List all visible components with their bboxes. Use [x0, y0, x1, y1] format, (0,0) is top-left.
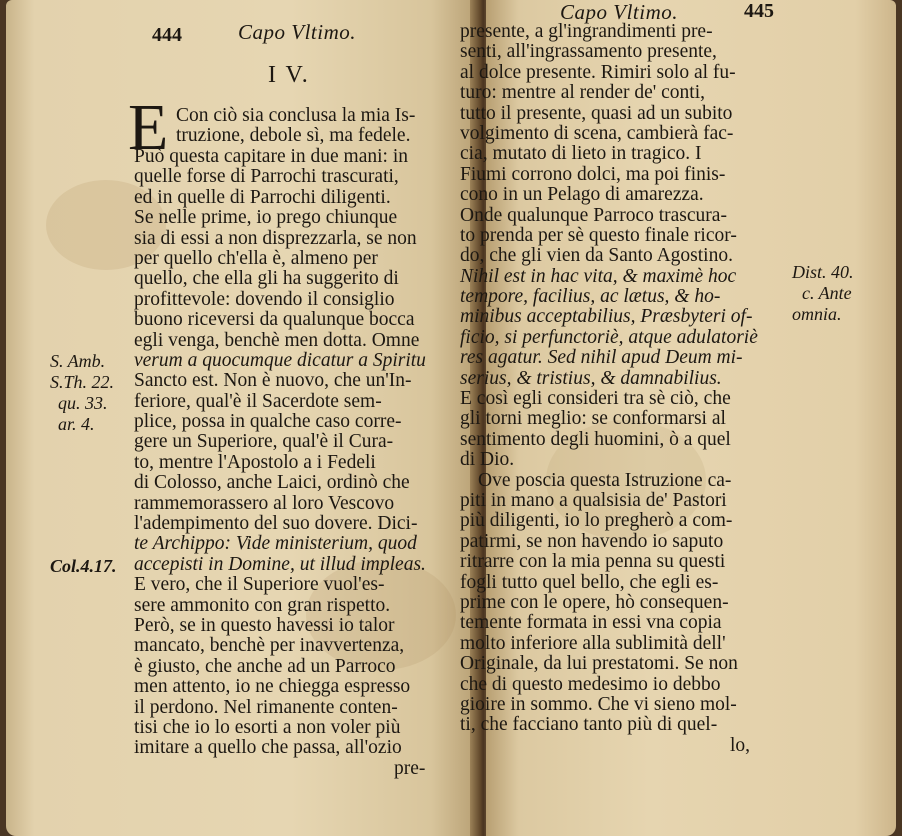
text-line: buono riceversi da qualunque bocca: [134, 309, 415, 331]
text-line: Può questa capitare in due mani: in: [134, 146, 409, 167]
margin-note: qu. 33.: [58, 393, 108, 413]
text-line: Nihil est in hac vita, & maximè hoc: [460, 265, 737, 287]
text-line: turo: mentre al render de' conti,: [460, 82, 705, 104]
text-line: res agatur. Sed nihil apud Deum mi-: [460, 347, 743, 369]
text-line: tisi che io lo esorti a non voler più: [134, 716, 401, 738]
text-line: Originale, da lui prestatomi. Se non: [460, 653, 738, 675]
right-body-text: [460, 22, 758, 756]
text-line: to prenda per sè questo finale ricor-: [460, 224, 737, 246]
text-line: men attento, io ne chiegga espresso: [134, 676, 411, 698]
text-line: è giusto, che anche ad un Parroco: [134, 655, 396, 677]
text-line: per quello ch'ella è, almeno per: [134, 247, 378, 269]
text-line: fogli tutto quel bello, che egli es-: [460, 571, 719, 593]
text-line: egli venga, benchè men dotta. Omne: [134, 329, 420, 351]
text-line: piti in mano a qualsisia de' Pastori: [460, 489, 727, 511]
text-line: più diligenti, io lo pregherò a com-: [460, 510, 733, 532]
text-line: ritrarre con la mia penna su questi: [460, 551, 726, 573]
text-line: feriore, qual'è il Sacerdote sem-: [134, 390, 382, 412]
page-number: 444: [152, 24, 182, 46]
text-line: quelle forse di Parrochi trascurati,: [134, 166, 399, 188]
text-line: cono in un Pelago di amarezza.: [460, 184, 704, 206]
text-line: di Dio.: [460, 449, 515, 471]
text-line: plice, possa in qualche caso corre-: [134, 411, 402, 433]
running-head: Capo Vltimo.: [560, 0, 679, 24]
text-line: to, mentre l'Apostolo a i Fedeli: [134, 451, 376, 473]
text-line: minibus acceptabilius, Præsbyteri of-: [460, 306, 753, 328]
text-line: Onde qualunque Parroco trascura-: [460, 204, 727, 226]
text-line: quello, che ella gli ha suggerito di: [134, 268, 399, 290]
text-line: imitare a quello che passa, all'ozio: [134, 737, 402, 759]
left-page: [6, 0, 478, 836]
text-line: il perdono. Nel rimanente conten-: [134, 696, 398, 718]
text-line: che di questo medesimo io debbo: [460, 673, 721, 695]
text-line: senti, all'ingrassamento presente,: [460, 41, 717, 63]
text-line: Ove poscia questa Istruzione ca-: [478, 469, 732, 491]
margin-note: omnia.: [792, 304, 842, 324]
text-line: E così egli consideri tra sè ciò, che: [460, 388, 731, 410]
text-line: Con ciò sia conclusa la mia Is-: [176, 105, 416, 126]
text-line: patirmi, se non havendo io saputo: [460, 530, 724, 552]
text-line: accepisti in Domine, ut illud impleas.: [134, 553, 426, 575]
text-line: profittevole: dovendo il consiglio: [134, 288, 395, 310]
drop-cap-letter: E: [128, 91, 169, 164]
text-line: verum a quocumque dicatur a Spiritu: [134, 349, 426, 371]
section-title: I V.: [268, 62, 310, 88]
text-line: cia, mutato di lieto in tragico. I: [460, 143, 702, 165]
text-line: pre-: [394, 757, 426, 779]
margin-note: ar. 4.: [58, 414, 95, 434]
text-line: te Archippo: Vide ministerium, quod: [134, 533, 417, 555]
text-line: tutto il presente, quasi ad un subito: [460, 102, 733, 124]
text-line: sere ammonito con gran rispetto.: [134, 594, 391, 616]
text-line: di Colosso, anche Laici, ordinò che: [134, 472, 410, 494]
text-line: temente formata in essi vna copia: [460, 612, 722, 634]
text-line: sia di essi a non disprezzarla, se non: [134, 227, 417, 249]
text-line: Però, se in questo havessi io talor: [134, 614, 395, 636]
text-line: mancato, benchè per inavvertenza,: [134, 635, 405, 657]
text-line: serius, & tristius, & damnabilius.: [460, 367, 722, 389]
running-head: Capo Vltimo.: [238, 20, 357, 44]
text-line: l'adempimento del suo dovere. Dici-: [134, 513, 418, 535]
text-line: Se nelle prime, io prego chiunque: [134, 207, 398, 229]
text-line: tempore, facilius, ac lætus, & ho-: [460, 286, 721, 308]
text-line: truzione, debole sì, ma fedele.: [176, 125, 411, 147]
text-line: do, che gli vien da Santo Agostino.: [460, 245, 733, 267]
margin-note: S.Th. 22.: [50, 372, 115, 392]
text-line: ficio, si perfunctoriè, atque adulatoriè: [460, 326, 758, 348]
lead-paragraph: [176, 106, 415, 147]
text-line: rammemorassero al loro Vescovo: [134, 492, 395, 514]
text-line: sentimento degli huomini, ò a quel: [460, 428, 731, 450]
text-line: gioire in sommo. Che vi sieno mol-: [460, 693, 737, 715]
margin-note: Col.4.17.: [50, 556, 117, 576]
text-line: lo,: [730, 734, 751, 756]
left-body-text: [134, 147, 426, 779]
text-line: al dolce presente. Rimiri solo al fu-: [460, 61, 736, 83]
text-line: gere un Superiore, qual'è il Cura-: [134, 431, 394, 453]
text-line: ed in quelle di Parrochi diligenti.: [134, 186, 391, 208]
text-line: Fiumi corrono dolci, ma poi finis-: [460, 163, 726, 185]
text-line: gli torni meglio: se conformarsi al: [460, 408, 726, 430]
right-page: [460, 0, 896, 836]
margin-note: Dist. 40.: [792, 262, 854, 282]
text-line: Sancto est. Non è nuovo, che un'In-: [134, 370, 412, 392]
text-line: prime con le opere, hò consequen-: [460, 591, 729, 613]
text-line: E vero, che il Superiore vuol'es-: [134, 574, 385, 596]
page-number: 445: [744, 0, 774, 22]
text-line: presente, a gl'ingrandimenti pre-: [460, 21, 713, 42]
margin-note: S. Amb.: [50, 351, 106, 371]
text-line: volgimento di scena, cambierà fac-: [460, 122, 734, 144]
text-line: ti, che facciano tanto più di quel-: [460, 714, 718, 736]
margin-note: c. Ante: [802, 283, 852, 303]
text-line: molto inferiore alla sublimità dell': [460, 632, 726, 654]
